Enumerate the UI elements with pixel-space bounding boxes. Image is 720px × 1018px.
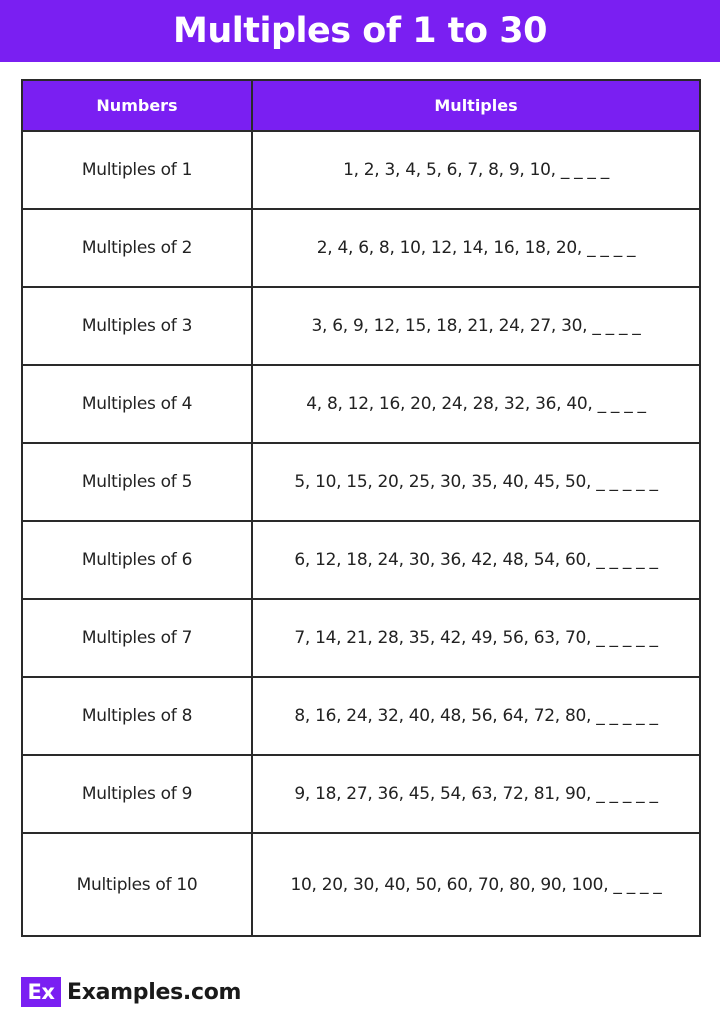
row-multiples: 3, 6, 9, 12, 15, 18, 21, 24, 27, 30, _ _ _ _	[252, 287, 700, 365]
table-row	[22, 521, 700, 599]
row-multiples: 6, 12, 18, 24, 30, 36, 42, 48, 54, 60, _ _ _ _ _	[252, 521, 700, 599]
row-label: Multiples of 5	[22, 443, 252, 521]
table-row	[22, 755, 700, 833]
column-header-multiples: Multiples	[252, 80, 700, 131]
row-multiples: 9, 18, 27, 36, 45, 54, 63, 72, 81, 90, _ _ _ _ _	[252, 755, 700, 833]
row-multiples: 10, 20, 30, 40, 50, 60, 70, 80, 90, 100, _ _ _ _	[252, 833, 700, 936]
row-label: Multiples of 8	[22, 677, 252, 755]
row-multiples: 2, 4, 6, 8, 10, 12, 14, 16, 18, 20, _ _ _ _	[252, 209, 700, 287]
table-row	[22, 209, 700, 287]
row-label: Multiples of 3	[22, 287, 252, 365]
row-multiples: 5, 10, 15, 20, 25, 30, 35, 40, 45, 50, _ _ _ _ _	[252, 443, 700, 521]
table-row	[22, 599, 700, 677]
table-row	[22, 287, 700, 365]
row-multiples: 1, 2, 3, 4, 5, 6, 7, 8, 9, 10, _ _ _ _	[252, 131, 700, 209]
row-label: Multiples of 2	[22, 209, 252, 287]
page-title: Multiples of 1 to 30	[173, 11, 547, 51]
column-header-numbers: Numbers	[22, 80, 252, 131]
row-multiples: 7, 14, 21, 28, 35, 42, 49, 56, 63, 70, _ _ _ _ _	[252, 599, 700, 677]
table-row	[22, 443, 700, 521]
multiples-table	[21, 79, 701, 937]
row-label: Multiples of 7	[22, 599, 252, 677]
row-multiples: 4, 8, 12, 16, 20, 24, 28, 32, 36, 40, _ _ _ _	[252, 365, 700, 443]
footer-brand	[21, 976, 241, 1008]
title-banner	[0, 0, 720, 62]
table-row	[22, 365, 700, 443]
row-multiples: 8, 16, 24, 32, 40, 48, 56, 64, 72, 80, _ _ _ _ _	[252, 677, 700, 755]
table-row	[22, 677, 700, 755]
table-row	[22, 131, 700, 209]
row-label: Multiples of 6	[22, 521, 252, 599]
row-label: Multiples of 4	[22, 365, 252, 443]
row-label: Multiples of 9	[22, 755, 252, 833]
table-row	[22, 833, 700, 936]
table-header-row	[22, 80, 700, 131]
site-name: Examples.com	[67, 979, 242, 1005]
row-label: Multiples of 10	[22, 833, 252, 936]
row-label: Multiples of 1	[22, 131, 252, 209]
examples-logo-mark: Ex	[21, 977, 61, 1007]
